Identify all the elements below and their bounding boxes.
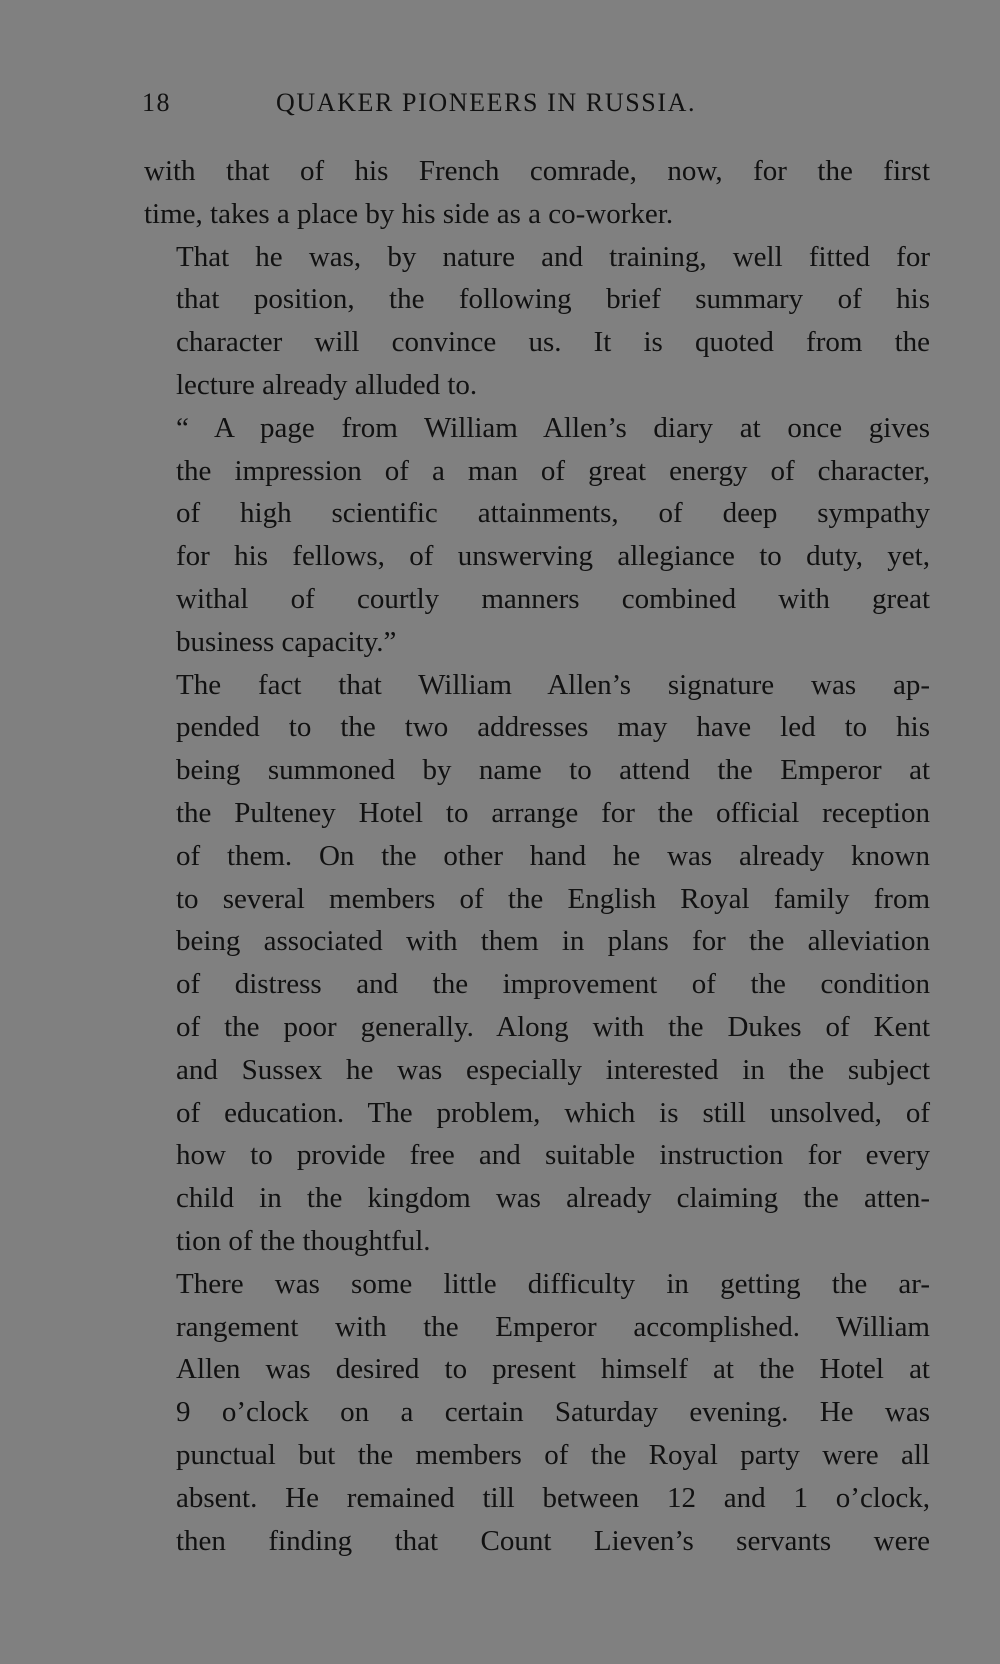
text-line: punctual but the members of the Royal party were all [176, 1438, 930, 1471]
text-line: the impression of a man of great energy of character, [176, 454, 930, 487]
text-line: of high scientific attainments, of deep sympathy [176, 497, 930, 530]
text-line: “ A page from William Allen’s diary at once gives [176, 411, 930, 444]
text-line: being associated with them in plans for the alleviation [176, 925, 930, 958]
text-line: then finding that Count Lieven’s servants were [176, 1524, 930, 1557]
text-line: 9 o’clock on a certain Saturday evening. He was [176, 1396, 930, 1429]
text-line: Allen was desired to present himself at the Hotel at [176, 1353, 930, 1386]
text-line: to several members of the English Royal family from [176, 882, 930, 915]
text-line: business capacity.” [176, 625, 397, 658]
text-line: time, takes a place by his side as a co-worker. [144, 197, 674, 230]
text-line: of distress and the improvement of the condition [176, 968, 930, 1001]
page-number: 18 [142, 88, 171, 117]
running-header [142, 88, 932, 128]
text-line: lecture already alluded to. [176, 368, 478, 401]
text-line: of them. On the other hand he was already known [176, 839, 930, 872]
text-line: withal of courtly manners combined with great [176, 582, 930, 615]
text-line: There was some little difficulty in getting the ar- [176, 1267, 930, 1300]
text-line: of the poor generally. Along with the Dukes of Kent [176, 1010, 930, 1043]
text-line: for his fellows, of unswerving allegiance to duty, yet, [176, 540, 930, 573]
text-line: child in the kingdom was already claiming the atten- [176, 1182, 930, 1215]
text-line: with that of his French comrade, now, for the first [144, 155, 930, 187]
quotation-paragraph [144, 407, 930, 664]
paragraph [144, 236, 930, 407]
text-line: The fact that William Allen’s signature was ap- [176, 668, 930, 701]
text-line: character will convince us. It is quoted from the [176, 326, 930, 359]
paragraph [144, 1263, 930, 1563]
text-line: the Pulteney Hotel to arrange for the official reception [176, 796, 930, 829]
text-line: and Sussex he was especially interested in the subject [176, 1053, 930, 1086]
text-line: how to provide free and suitable instruction for every [176, 1139, 930, 1172]
text-line: that position, the following brief summary of his [176, 283, 930, 316]
text-line: tion of the thoughtful. [176, 1224, 431, 1257]
text-line: being summoned by name to attend the Emperor at [176, 754, 930, 787]
text-line: absent. He remained till between 12 and 1 o’clock, [176, 1481, 930, 1514]
paragraph [144, 150, 930, 236]
text-line: That he was, by nature and training, well fitted for [176, 240, 930, 273]
text-line: pended to the two addresses may have led to his [176, 711, 930, 744]
paragraph [144, 664, 930, 1263]
text-line: of education. The problem, which is still unsolved, of [176, 1096, 930, 1129]
text-line: rangement with the Emperor accomplished. William [176, 1310, 930, 1343]
body-text [144, 150, 930, 1562]
running-title: QUAKER PIONEERS IN RUSSIA. [276, 88, 697, 117]
